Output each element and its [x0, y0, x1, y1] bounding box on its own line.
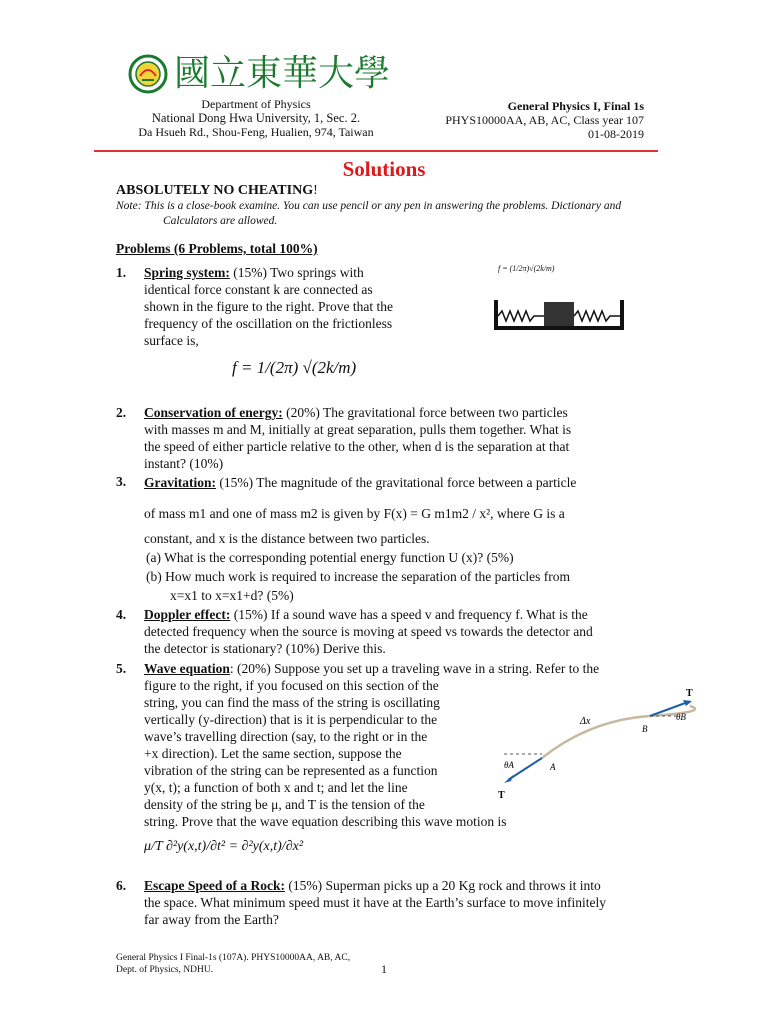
- problem-keyword: Wave equation: [144, 661, 230, 676]
- problem-line: (b) How much work is required to increase the separation of the particles from: [146, 569, 570, 584]
- footer-line: General Physics I Final-1s (107A). PHYS10000AA, AB, AC,: [116, 953, 351, 963]
- problem-line: (15%) The magnitude of the gravitational force between a particle: [216, 475, 577, 490]
- problem-keyword: Conservation of energy:: [144, 405, 283, 420]
- problem-line: density of the string be μ, and T is the tension of the: [144, 797, 425, 812]
- theta-a-label: θA: [504, 760, 514, 770]
- problem-number: 1.: [116, 265, 127, 280]
- problem-keyword: Gravitation:: [144, 475, 216, 490]
- problem-line: figure to the right, if you focused on this section of the: [144, 678, 439, 693]
- exam-date: 01-08-2019: [588, 127, 644, 141]
- problem-keyword: Escape Speed of a Rock:: [144, 878, 285, 893]
- header-divider: [94, 150, 658, 152]
- course-code: PHYS10000AA, AB, AC, Class year 107: [445, 113, 644, 127]
- university-name: 國立東華大學: [174, 53, 391, 94]
- problem-line: string. Prove that the wave equation describing this wave motion is: [144, 814, 507, 829]
- problem-line: frequency of the oscillation on the frictionless: [144, 316, 393, 331]
- problem-line: vibration of the string can be represented as a function: [144, 763, 438, 778]
- problem-line: identical force constant k are connected as: [144, 282, 373, 297]
- problem-line: shown in the figure to the right. Prove that the: [144, 299, 393, 314]
- university-seal-icon: [128, 54, 168, 94]
- problem-text: [144, 473, 576, 605]
- course-info: [384, 99, 644, 141]
- problem-line: +x direction). Let the same section, suppose the: [144, 746, 402, 761]
- dept-line: Department of Physics: [201, 97, 311, 111]
- problem-line: (15%) Superman picks up a 20 Kg rock and throws it into: [285, 878, 601, 893]
- problem-line: (15%) Two springs with: [229, 265, 364, 280]
- problems-heading: Problems (6 Problems, total 100%): [116, 241, 318, 256]
- problem-keyword: Spring system:: [144, 265, 230, 280]
- problem-line: (20%) The gravitational force between two particles: [282, 405, 568, 420]
- tension-label-top: T: [686, 688, 693, 699]
- problem-line: far away from the Earth?: [144, 912, 279, 927]
- problem-line: of mass m1 and one of mass m2 is given by F(x) = G m1m2 / x², where G is a: [144, 506, 565, 521]
- problem-number: 5.: [116, 661, 127, 676]
- theta-b-label: θB: [676, 712, 686, 722]
- tension-label-bottom: T: [498, 790, 505, 801]
- problem-line: : (20%) Suppose you set up a traveling wave in a string. Refer to the: [229, 661, 600, 676]
- spring-system-figure: [494, 296, 624, 334]
- problem-line: the space. What minimum speed must it have at the Earth’s surface to move infinitely: [144, 895, 606, 910]
- problem-text: [144, 264, 393, 349]
- wave-string-figure: [480, 680, 700, 805]
- problem-line: (15%) If a sound wave has a speed v and frequency f. What is the: [230, 607, 588, 622]
- problem-line: y(x, t); a function of both x and t; and let the line: [144, 780, 408, 795]
- page-footer: [116, 952, 350, 976]
- point-a-label: A: [550, 762, 556, 772]
- problem-line: instant? (10%): [144, 456, 224, 471]
- page-title: Solutions: [342, 157, 426, 181]
- wave-equation: μ/T ∂²y(x,t)/∂t² = ∂²y(x,t)/∂x²: [144, 839, 304, 854]
- problem-line: the detector is stationary? (10%) Derive this.: [144, 641, 386, 656]
- problem-line: x=x1 to x=x1+d? (5%): [170, 588, 294, 603]
- problem-line: string, you can find the mass of the string is oscillating: [144, 695, 440, 710]
- course-title: General Physics I, Final 1s: [507, 99, 644, 113]
- footer-line: Dept. of Physics, NDHU.: [116, 965, 214, 975]
- problem-line: constant, and x is the distance between two particles.: [144, 531, 430, 546]
- point-b-label: B: [642, 724, 648, 734]
- dept-line: Da Hsueh Rd., Shou-Feng, Hualien, 974, Taiwan: [138, 125, 374, 139]
- problem-line: (a) What is the corresponding potential energy function U (x)? (5%): [146, 550, 514, 565]
- figure-formula: f = (1/2π)√(2k/m): [498, 264, 555, 273]
- dx-label: Δx: [580, 716, 591, 727]
- university-logo: [128, 52, 391, 96]
- exam-note: [116, 199, 696, 229]
- no-cheating-notice: [116, 183, 318, 199]
- page-number: 1: [381, 962, 387, 976]
- note-line: Note: This is a close-book examine. You can use pencil or any pen in answering the problems. Dictionary and: [116, 200, 622, 212]
- problem-text: [144, 606, 593, 657]
- problem-line: wave’s travelling direction (say, to the right or in the: [144, 729, 428, 744]
- problem-line: detected frequency when the source is moving at speed vs towards the detector and: [144, 624, 593, 639]
- problem-keyword: Doppler effect:: [144, 607, 231, 622]
- problem-text: [144, 404, 571, 472]
- problem-number: 4.: [116, 607, 127, 622]
- spring-frequency-formula: f = 1/(2π) √(2k/m): [232, 358, 357, 377]
- problem-line: vertically (y-direction) that is it is perpendicular to the: [144, 712, 438, 727]
- problem-line: the speed of either particle relative to the other, when d is the separation at that: [144, 439, 570, 454]
- problem-line: with masses m and M, initially at great separation, pulls them together. What is: [144, 422, 572, 437]
- no-cheating-mark: !: [313, 183, 318, 198]
- note-line: Calculators are allowed.: [163, 215, 278, 227]
- problem-number: 6.: [116, 878, 127, 893]
- no-cheating-text: ABSOLUTELY NO CHEATING: [116, 183, 314, 198]
- problem-number: 2.: [116, 405, 127, 420]
- problem-text: [144, 877, 606, 928]
- problem-line: surface is,: [144, 333, 199, 348]
- dept-line: National Dong Hwa University, 1, Sec. 2.: [151, 111, 361, 125]
- department-address: [96, 97, 416, 139]
- problem-number: 3.: [116, 474, 127, 489]
